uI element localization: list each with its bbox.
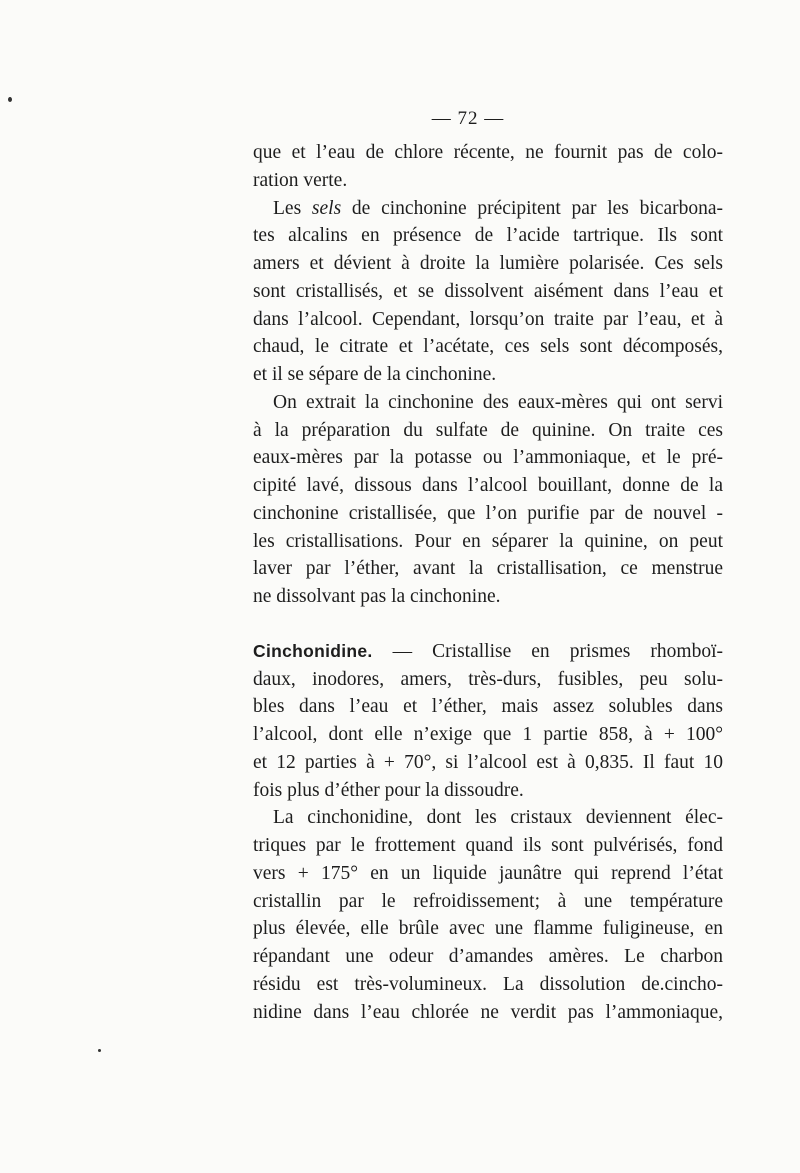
- body-text: [253, 139, 723, 1026]
- paragraph-3: [253, 389, 723, 611]
- text-line: laver par l’éther, avant la cristallisation, ce menstrue: [253, 558, 723, 580]
- text-line: fois plus d’éther pour la dissoudre.: [253, 779, 524, 801]
- text-line: que et l’eau de chlore récente, ne fournit pas de colo-: [253, 142, 723, 163]
- text-line: La cinchonidine, dont les cristaux deviennent élec-: [273, 807, 723, 829]
- text-line: vers + 175° en un liquide jaunâtre qui reprend l’état: [253, 862, 723, 884]
- text-line: cristallin par le refroidissement; à une température: [253, 890, 723, 912]
- text-line: plus élevée, elle brûle avec une flamme fuligineuse, en: [253, 918, 723, 940]
- text-line: ne dissolvant pas la cinchonine.: [253, 586, 501, 607]
- text-line: répandant une odeur d’amandes amères. Le charbon: [253, 946, 723, 967]
- text-line: résidu est très-volumineux. La dissolution de.cincho-: [253, 973, 723, 995]
- ink-speck: [98, 1049, 101, 1052]
- text-line: amers et dévient à droite la lumière polarisée. Ces sels: [253, 253, 723, 274]
- text-line: On extrait la cinchonine des eaux-mères qui ont servi: [273, 391, 723, 413]
- text-line: [253, 195, 723, 223]
- paragraph-5: [253, 804, 723, 1026]
- text-line: triques par le frottement quand ils sont pulvérisés, fond: [253, 835, 723, 856]
- paragraph-1: [253, 139, 723, 195]
- text-line: cinchonine cristallisée, que l’on purifie par de nouvel -: [253, 502, 723, 524]
- text-line: et 12 parties à + 70°, si l’alcool est à 0,835. Il faut 10: [253, 751, 723, 773]
- text-line: tes alcalins en présence de l’acide tartrique. Ils sont: [253, 225, 723, 247]
- paragraph-cinchonidine: [253, 638, 723, 805]
- text-line: les cristallisations. Pour en séparer la quinine, on peut: [253, 530, 723, 552]
- text-line: et il se sépare de la cinchonine.: [253, 364, 497, 385]
- text-line: ration verte.: [253, 169, 348, 191]
- text-run: — Cristallise en prismes rhomboï-: [372, 640, 723, 662]
- text-line: nidine dans l’eau chlorée ne verdit pas l’ammoniaque,: [253, 1001, 723, 1023]
- text-line: cipité lavé, dissous dans l’alcool bouillant, donne de la: [253, 475, 723, 496]
- italic-term: sels: [311, 197, 342, 219]
- text-line: [253, 638, 723, 666]
- text-line: eaux-mères par la potasse ou l’ammoniaque, et le pré-: [253, 447, 723, 469]
- ink-speck: [8, 97, 12, 102]
- text-run: Les: [273, 197, 312, 219]
- section-gap: [253, 611, 723, 638]
- text-run: de cinchonine précipitent par les bicarbona-: [341, 197, 724, 219]
- page-number: — 72 —: [431, 108, 505, 129]
- text-line: l’alcool, dont elle n’exige que 1 partie 858, à + 100°: [253, 724, 723, 745]
- text-line: sont cristallisés, et se dissolvent aisément dans l’eau et: [253, 280, 723, 302]
- paragraph-2: [253, 195, 723, 389]
- text-line: chaud, le citrate et l’acétate, ces sels sont décomposés,: [253, 336, 723, 358]
- text-line: daux, inodores, amers, très-durs, fusibles, peu solu-: [253, 668, 723, 690]
- section-heading: Cinchonidine.: [253, 640, 373, 661]
- text-line: bles dans l’eau et l’éther, mais assez solubles dans: [253, 696, 723, 718]
- text-line: à la préparation du sulfate de quinine. On traite ces: [253, 419, 723, 441]
- text-line: dans l’alcool. Cependant, lorsqu’on traite par l’eau, et à: [253, 308, 723, 330]
